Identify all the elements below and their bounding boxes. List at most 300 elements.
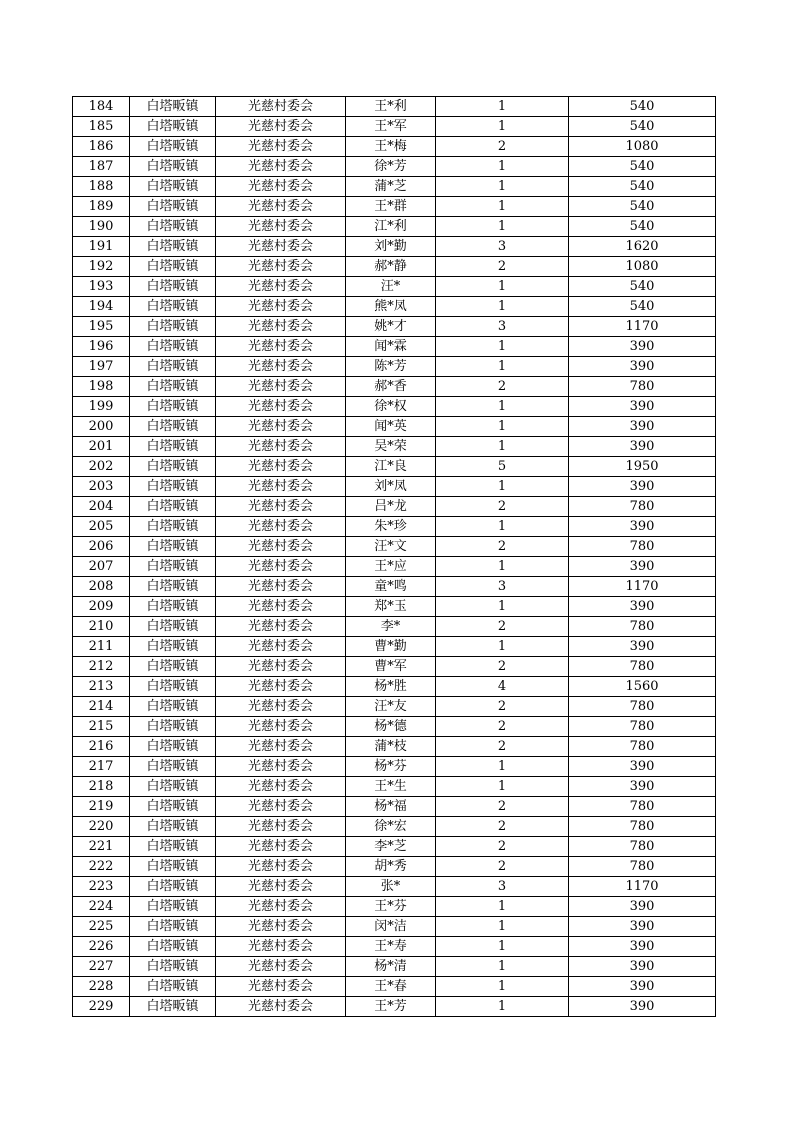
village-committee-cell: 光慈村委会 bbox=[216, 857, 346, 877]
count-cell: 3 bbox=[436, 317, 569, 337]
row-number-cell: 196 bbox=[73, 337, 130, 357]
town-cell: 白塔畈镇 bbox=[130, 97, 216, 117]
town-cell: 白塔畈镇 bbox=[130, 137, 216, 157]
village-committee-cell: 光慈村委会 bbox=[216, 977, 346, 997]
village-committee-cell: 光慈村委会 bbox=[216, 737, 346, 757]
town-cell: 白塔畈镇 bbox=[130, 777, 216, 797]
table-row bbox=[73, 337, 716, 357]
table-row bbox=[73, 457, 716, 477]
amount-cell: 540 bbox=[569, 97, 716, 117]
name-cell: 杨*德 bbox=[346, 717, 436, 737]
table-row bbox=[73, 737, 716, 757]
town-cell: 白塔畈镇 bbox=[130, 937, 216, 957]
village-committee-cell: 光慈村委会 bbox=[216, 897, 346, 917]
row-number-cell: 197 bbox=[73, 357, 130, 377]
amount-cell: 390 bbox=[569, 957, 716, 977]
town-cell: 白塔畈镇 bbox=[130, 977, 216, 997]
count-cell: 2 bbox=[436, 657, 569, 677]
count-cell: 1 bbox=[436, 297, 569, 317]
row-number-cell: 187 bbox=[73, 157, 130, 177]
village-committee-cell: 光慈村委会 bbox=[216, 617, 346, 637]
town-cell: 白塔畈镇 bbox=[130, 617, 216, 637]
table-row bbox=[73, 297, 716, 317]
table-row bbox=[73, 657, 716, 677]
name-cell: 徐*权 bbox=[346, 397, 436, 417]
count-cell: 1 bbox=[436, 197, 569, 217]
row-number-cell: 219 bbox=[73, 797, 130, 817]
village-committee-cell: 光慈村委会 bbox=[216, 117, 346, 137]
amount-cell: 390 bbox=[569, 337, 716, 357]
table-row bbox=[73, 137, 716, 157]
row-number-cell: 208 bbox=[73, 577, 130, 597]
village-committee-cell: 光慈村委会 bbox=[216, 997, 346, 1017]
row-number-cell: 229 bbox=[73, 997, 130, 1017]
table-row bbox=[73, 917, 716, 937]
count-cell: 1 bbox=[436, 477, 569, 497]
amount-cell: 540 bbox=[569, 157, 716, 177]
village-committee-cell: 光慈村委会 bbox=[216, 957, 346, 977]
name-cell: 王*春 bbox=[346, 977, 436, 997]
amount-cell: 1620 bbox=[569, 237, 716, 257]
count-cell: 2 bbox=[436, 737, 569, 757]
row-number-cell: 192 bbox=[73, 257, 130, 277]
table-row bbox=[73, 977, 716, 997]
row-number-cell: 188 bbox=[73, 177, 130, 197]
name-cell: 王*梅 bbox=[346, 137, 436, 157]
table-row bbox=[73, 797, 716, 817]
count-cell: 5 bbox=[436, 457, 569, 477]
town-cell: 白塔畈镇 bbox=[130, 357, 216, 377]
count-cell: 2 bbox=[436, 797, 569, 817]
village-committee-cell: 光慈村委会 bbox=[216, 657, 346, 677]
table-row bbox=[73, 857, 716, 877]
name-cell: 朱*珍 bbox=[346, 517, 436, 537]
table-row bbox=[73, 477, 716, 497]
name-cell: 吴*荣 bbox=[346, 437, 436, 457]
village-committee-cell: 光慈村委会 bbox=[216, 597, 346, 617]
count-cell: 1 bbox=[436, 177, 569, 197]
village-committee-cell: 光慈村委会 bbox=[216, 697, 346, 717]
row-number-cell: 189 bbox=[73, 197, 130, 217]
town-cell: 白塔畈镇 bbox=[130, 577, 216, 597]
table-row bbox=[73, 637, 716, 657]
table-row bbox=[73, 437, 716, 457]
village-committee-cell: 光慈村委会 bbox=[216, 137, 346, 157]
name-cell: 江*利 bbox=[346, 217, 436, 237]
amount-cell: 540 bbox=[569, 197, 716, 217]
name-cell: 杨*福 bbox=[346, 797, 436, 817]
row-number-cell: 225 bbox=[73, 917, 130, 937]
village-committee-cell: 光慈村委会 bbox=[216, 797, 346, 817]
table-row bbox=[73, 597, 716, 617]
row-number-cell: 204 bbox=[73, 497, 130, 517]
town-cell: 白塔畈镇 bbox=[130, 657, 216, 677]
table-row bbox=[73, 957, 716, 977]
amount-cell: 390 bbox=[569, 637, 716, 657]
row-number-cell: 215 bbox=[73, 717, 130, 737]
village-committee-cell: 光慈村委会 bbox=[216, 477, 346, 497]
count-cell: 2 bbox=[436, 717, 569, 737]
row-number-cell: 213 bbox=[73, 677, 130, 697]
count-cell: 1 bbox=[436, 157, 569, 177]
count-cell: 1 bbox=[436, 217, 569, 237]
table-row bbox=[73, 697, 716, 717]
count-cell: 2 bbox=[436, 617, 569, 637]
village-committee-cell: 光慈村委会 bbox=[216, 457, 346, 477]
table-row bbox=[73, 317, 716, 337]
row-number-cell: 205 bbox=[73, 517, 130, 537]
table-row bbox=[73, 197, 716, 217]
name-cell: 王*寿 bbox=[346, 937, 436, 957]
table-row bbox=[73, 497, 716, 517]
village-committee-cell: 光慈村委会 bbox=[216, 757, 346, 777]
roster-table bbox=[72, 96, 716, 1017]
village-committee-cell: 光慈村委会 bbox=[216, 357, 346, 377]
town-cell: 白塔畈镇 bbox=[130, 717, 216, 737]
table-row bbox=[73, 617, 716, 637]
town-cell: 白塔畈镇 bbox=[130, 637, 216, 657]
amount-cell: 1080 bbox=[569, 137, 716, 157]
village-committee-cell: 光慈村委会 bbox=[216, 217, 346, 237]
count-cell: 1 bbox=[436, 517, 569, 537]
name-cell: 徐*宏 bbox=[346, 817, 436, 837]
name-cell: 王*生 bbox=[346, 777, 436, 797]
town-cell: 白塔畈镇 bbox=[130, 737, 216, 757]
table-row bbox=[73, 217, 716, 237]
name-cell: 郝*静 bbox=[346, 257, 436, 277]
village-committee-cell: 光慈村委会 bbox=[216, 817, 346, 837]
name-cell: 刘*勤 bbox=[346, 237, 436, 257]
row-number-cell: 217 bbox=[73, 757, 130, 777]
town-cell: 白塔畈镇 bbox=[130, 757, 216, 777]
village-committee-cell: 光慈村委会 bbox=[216, 177, 346, 197]
name-cell: 熊*凤 bbox=[346, 297, 436, 317]
amount-cell: 780 bbox=[569, 697, 716, 717]
count-cell: 1 bbox=[436, 917, 569, 937]
name-cell: 李* bbox=[346, 617, 436, 637]
amount-cell: 390 bbox=[569, 937, 716, 957]
amount-cell: 780 bbox=[569, 817, 716, 837]
town-cell: 白塔畈镇 bbox=[130, 417, 216, 437]
name-cell: 闻*霖 bbox=[346, 337, 436, 357]
village-committee-cell: 光慈村委会 bbox=[216, 417, 346, 437]
town-cell: 白塔畈镇 bbox=[130, 817, 216, 837]
name-cell: 蒲*芝 bbox=[346, 177, 436, 197]
row-number-cell: 206 bbox=[73, 537, 130, 557]
count-cell: 1 bbox=[436, 277, 569, 297]
name-cell: 胡*秀 bbox=[346, 857, 436, 877]
name-cell: 王*芬 bbox=[346, 897, 436, 917]
row-number-cell: 201 bbox=[73, 437, 130, 457]
name-cell: 张* bbox=[346, 877, 436, 897]
table-row bbox=[73, 817, 716, 837]
amount-cell: 390 bbox=[569, 777, 716, 797]
count-cell: 3 bbox=[436, 237, 569, 257]
town-cell: 白塔畈镇 bbox=[130, 237, 216, 257]
town-cell: 白塔畈镇 bbox=[130, 677, 216, 697]
town-cell: 白塔畈镇 bbox=[130, 377, 216, 397]
town-cell: 白塔畈镇 bbox=[130, 117, 216, 137]
village-committee-cell: 光慈村委会 bbox=[216, 557, 346, 577]
row-number-cell: 184 bbox=[73, 97, 130, 117]
row-number-cell: 207 bbox=[73, 557, 130, 577]
count-cell: 1 bbox=[436, 357, 569, 377]
count-cell: 1 bbox=[436, 977, 569, 997]
count-cell: 2 bbox=[436, 137, 569, 157]
town-cell: 白塔畈镇 bbox=[130, 517, 216, 537]
count-cell: 2 bbox=[436, 697, 569, 717]
table-row bbox=[73, 837, 716, 857]
count-cell: 1 bbox=[436, 937, 569, 957]
table-row bbox=[73, 157, 716, 177]
count-cell: 1 bbox=[436, 777, 569, 797]
table-row bbox=[73, 557, 716, 577]
village-committee-cell: 光慈村委会 bbox=[216, 437, 346, 457]
amount-cell: 780 bbox=[569, 857, 716, 877]
amount-cell: 1560 bbox=[569, 677, 716, 697]
row-number-cell: 198 bbox=[73, 377, 130, 397]
count-cell: 1 bbox=[436, 417, 569, 437]
table-row bbox=[73, 717, 716, 737]
village-committee-cell: 光慈村委会 bbox=[216, 677, 346, 697]
row-number-cell: 220 bbox=[73, 817, 130, 837]
row-number-cell: 218 bbox=[73, 777, 130, 797]
row-number-cell: 193 bbox=[73, 277, 130, 297]
table-row bbox=[73, 757, 716, 777]
row-number-cell: 202 bbox=[73, 457, 130, 477]
name-cell: 汪*文 bbox=[346, 537, 436, 557]
amount-cell: 390 bbox=[569, 517, 716, 537]
name-cell: 闵*洁 bbox=[346, 917, 436, 937]
town-cell: 白塔畈镇 bbox=[130, 297, 216, 317]
count-cell: 1 bbox=[436, 997, 569, 1017]
count-cell: 2 bbox=[436, 257, 569, 277]
village-committee-cell: 光慈村委会 bbox=[216, 917, 346, 937]
amount-cell: 780 bbox=[569, 657, 716, 677]
name-cell: 闻*英 bbox=[346, 417, 436, 437]
name-cell: 曹*军 bbox=[346, 657, 436, 677]
amount-cell: 390 bbox=[569, 417, 716, 437]
row-number-cell: 209 bbox=[73, 597, 130, 617]
town-cell: 白塔畈镇 bbox=[130, 877, 216, 897]
amount-cell: 540 bbox=[569, 117, 716, 137]
table-row bbox=[73, 257, 716, 277]
village-committee-cell: 光慈村委会 bbox=[216, 497, 346, 517]
count-cell: 1 bbox=[436, 597, 569, 617]
village-committee-cell: 光慈村委会 bbox=[216, 517, 346, 537]
count-cell: 2 bbox=[436, 857, 569, 877]
count-cell: 1 bbox=[436, 557, 569, 577]
name-cell: 汪* bbox=[346, 277, 436, 297]
count-cell: 3 bbox=[436, 877, 569, 897]
row-number-cell: 221 bbox=[73, 837, 130, 857]
count-cell: 2 bbox=[436, 837, 569, 857]
row-number-cell: 203 bbox=[73, 477, 130, 497]
name-cell: 吕*龙 bbox=[346, 497, 436, 517]
town-cell: 白塔畈镇 bbox=[130, 317, 216, 337]
table-row bbox=[73, 277, 716, 297]
village-committee-cell: 光慈村委会 bbox=[216, 537, 346, 557]
village-committee-cell: 光慈村委会 bbox=[216, 937, 346, 957]
town-cell: 白塔畈镇 bbox=[130, 797, 216, 817]
village-committee-cell: 光慈村委会 bbox=[216, 157, 346, 177]
amount-cell: 1170 bbox=[569, 577, 716, 597]
village-committee-cell: 光慈村委会 bbox=[216, 337, 346, 357]
village-committee-cell: 光慈村委会 bbox=[216, 277, 346, 297]
town-cell: 白塔畈镇 bbox=[130, 697, 216, 717]
table-row bbox=[73, 677, 716, 697]
amount-cell: 540 bbox=[569, 297, 716, 317]
town-cell: 白塔畈镇 bbox=[130, 157, 216, 177]
table-row bbox=[73, 97, 716, 117]
name-cell: 曹*勤 bbox=[346, 637, 436, 657]
amount-cell: 540 bbox=[569, 217, 716, 237]
name-cell: 刘*凤 bbox=[346, 477, 436, 497]
name-cell: 王*群 bbox=[346, 197, 436, 217]
row-number-cell: 195 bbox=[73, 317, 130, 337]
name-cell: 王*军 bbox=[346, 117, 436, 137]
name-cell: 徐*芳 bbox=[346, 157, 436, 177]
count-cell: 1 bbox=[436, 757, 569, 777]
town-cell: 白塔畈镇 bbox=[130, 337, 216, 357]
amount-cell: 540 bbox=[569, 177, 716, 197]
row-number-cell: 227 bbox=[73, 957, 130, 977]
name-cell: 童*鸣 bbox=[346, 577, 436, 597]
town-cell: 白塔畈镇 bbox=[130, 397, 216, 417]
row-number-cell: 190 bbox=[73, 217, 130, 237]
village-committee-cell: 光慈村委会 bbox=[216, 197, 346, 217]
town-cell: 白塔畈镇 bbox=[130, 257, 216, 277]
count-cell: 1 bbox=[436, 97, 569, 117]
row-number-cell: 191 bbox=[73, 237, 130, 257]
amount-cell: 1170 bbox=[569, 317, 716, 337]
count-cell: 2 bbox=[436, 537, 569, 557]
amount-cell: 780 bbox=[569, 497, 716, 517]
table-row bbox=[73, 397, 716, 417]
row-number-cell: 223 bbox=[73, 877, 130, 897]
village-committee-cell: 光慈村委会 bbox=[216, 577, 346, 597]
row-number-cell: 212 bbox=[73, 657, 130, 677]
name-cell: 王*利 bbox=[346, 97, 436, 117]
table-row bbox=[73, 357, 716, 377]
row-number-cell: 216 bbox=[73, 737, 130, 757]
table-row bbox=[73, 237, 716, 257]
amount-cell: 390 bbox=[569, 437, 716, 457]
town-cell: 白塔畈镇 bbox=[130, 477, 216, 497]
name-cell: 汪*友 bbox=[346, 697, 436, 717]
table-row bbox=[73, 897, 716, 917]
table-row bbox=[73, 937, 716, 957]
name-cell: 李*芝 bbox=[346, 837, 436, 857]
name-cell: 杨*清 bbox=[346, 957, 436, 977]
amount-cell: 390 bbox=[569, 477, 716, 497]
count-cell: 1 bbox=[436, 957, 569, 977]
amount-cell: 390 bbox=[569, 897, 716, 917]
name-cell: 陈*芳 bbox=[346, 357, 436, 377]
village-committee-cell: 光慈村委会 bbox=[216, 317, 346, 337]
amount-cell: 1170 bbox=[569, 877, 716, 897]
village-committee-cell: 光慈村委会 bbox=[216, 717, 346, 737]
village-committee-cell: 光慈村委会 bbox=[216, 237, 346, 257]
town-cell: 白塔畈镇 bbox=[130, 957, 216, 977]
name-cell: 蒲*枝 bbox=[346, 737, 436, 757]
name-cell: 王*应 bbox=[346, 557, 436, 577]
town-cell: 白塔畈镇 bbox=[130, 557, 216, 577]
amount-cell: 540 bbox=[569, 277, 716, 297]
amount-cell: 780 bbox=[569, 717, 716, 737]
village-committee-cell: 光慈村委会 bbox=[216, 397, 346, 417]
row-number-cell: 210 bbox=[73, 617, 130, 637]
town-cell: 白塔畈镇 bbox=[130, 497, 216, 517]
name-cell: 郑*玉 bbox=[346, 597, 436, 617]
row-number-cell: 199 bbox=[73, 397, 130, 417]
count-cell: 1 bbox=[436, 897, 569, 917]
table-row bbox=[73, 997, 716, 1017]
table-row bbox=[73, 377, 716, 397]
row-number-cell: 200 bbox=[73, 417, 130, 437]
row-number-cell: 224 bbox=[73, 897, 130, 917]
amount-cell: 780 bbox=[569, 737, 716, 757]
count-cell: 1 bbox=[436, 117, 569, 137]
town-cell: 白塔畈镇 bbox=[130, 457, 216, 477]
amount-cell: 390 bbox=[569, 357, 716, 377]
table-row bbox=[73, 177, 716, 197]
amount-cell: 1950 bbox=[569, 457, 716, 477]
village-committee-cell: 光慈村委会 bbox=[216, 637, 346, 657]
table-row bbox=[73, 117, 716, 137]
amount-cell: 390 bbox=[569, 397, 716, 417]
name-cell: 王*芳 bbox=[346, 997, 436, 1017]
count-cell: 2 bbox=[436, 377, 569, 397]
town-cell: 白塔畈镇 bbox=[130, 837, 216, 857]
row-number-cell: 226 bbox=[73, 937, 130, 957]
town-cell: 白塔畈镇 bbox=[130, 597, 216, 617]
town-cell: 白塔畈镇 bbox=[130, 857, 216, 877]
amount-cell: 390 bbox=[569, 917, 716, 937]
town-cell: 白塔畈镇 bbox=[130, 537, 216, 557]
count-cell: 2 bbox=[436, 497, 569, 517]
amount-cell: 390 bbox=[569, 997, 716, 1017]
village-committee-cell: 光慈村委会 bbox=[216, 837, 346, 857]
name-cell: 姚*才 bbox=[346, 317, 436, 337]
town-cell: 白塔畈镇 bbox=[130, 177, 216, 197]
town-cell: 白塔畈镇 bbox=[130, 197, 216, 217]
amount-cell: 390 bbox=[569, 977, 716, 997]
row-number-cell: 185 bbox=[73, 117, 130, 137]
row-number-cell: 194 bbox=[73, 297, 130, 317]
table-row bbox=[73, 777, 716, 797]
count-cell: 4 bbox=[436, 677, 569, 697]
name-cell: 杨*芬 bbox=[346, 757, 436, 777]
row-number-cell: 222 bbox=[73, 857, 130, 877]
amount-cell: 780 bbox=[569, 837, 716, 857]
name-cell: 郝*香 bbox=[346, 377, 436, 397]
village-committee-cell: 光慈村委会 bbox=[216, 777, 346, 797]
town-cell: 白塔畈镇 bbox=[130, 437, 216, 457]
count-cell: 2 bbox=[436, 817, 569, 837]
village-committee-cell: 光慈村委会 bbox=[216, 97, 346, 117]
table-row bbox=[73, 537, 716, 557]
village-committee-cell: 光慈村委会 bbox=[216, 257, 346, 277]
count-cell: 1 bbox=[436, 637, 569, 657]
amount-cell: 390 bbox=[569, 597, 716, 617]
amount-cell: 390 bbox=[569, 557, 716, 577]
town-cell: 白塔畈镇 bbox=[130, 917, 216, 937]
amount-cell: 390 bbox=[569, 757, 716, 777]
town-cell: 白塔畈镇 bbox=[130, 997, 216, 1017]
town-cell: 白塔畈镇 bbox=[130, 217, 216, 237]
count-cell: 1 bbox=[436, 437, 569, 457]
